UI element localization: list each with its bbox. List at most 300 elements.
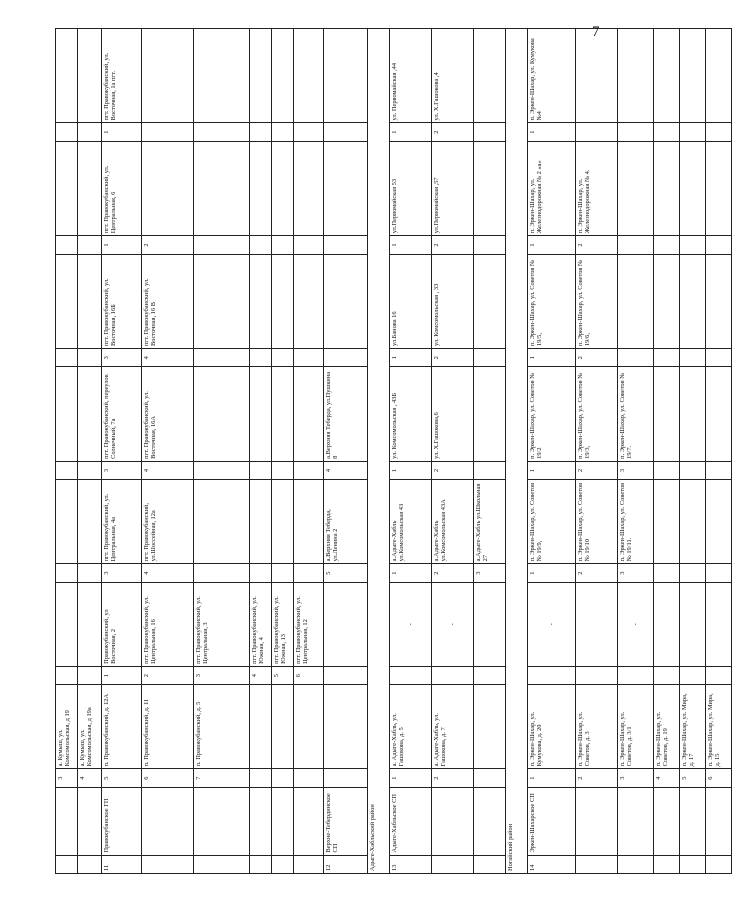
address-cell: пгт. Правокубанский, переулок Солнечный, 7а xyxy=(102,367,142,461)
address-cell xyxy=(56,480,78,564)
address-cell xyxy=(474,254,506,348)
address-cell xyxy=(654,480,680,564)
item-number-cell: 2 xyxy=(576,769,618,787)
address-cell xyxy=(680,141,706,235)
settlement-cell xyxy=(706,787,732,855)
item-number-cell: 6 xyxy=(142,769,194,787)
item-number-cell: 2 xyxy=(432,236,474,254)
address-cell xyxy=(706,141,732,235)
item-number-cell xyxy=(474,666,506,684)
item-number-cell xyxy=(706,666,732,684)
address-cell xyxy=(474,367,506,461)
address-cell: ул. Х.Гашокова ,4 xyxy=(432,29,474,123)
item-number-cell xyxy=(654,349,680,367)
item-number-cell xyxy=(78,564,102,582)
table-row xyxy=(528,29,576,874)
item-number-cell xyxy=(142,123,194,141)
item-number-cell xyxy=(680,461,706,479)
row-number-cell xyxy=(194,855,250,873)
row-number-cell: 14 xyxy=(528,855,576,873)
address-cell xyxy=(194,480,250,564)
address-cell: пгт. Правокубанский, ул. Восточная, 1а пгт. xyxy=(102,29,142,123)
address-cell xyxy=(474,141,506,235)
item-number-cell: 1 xyxy=(528,564,576,582)
address-cell xyxy=(194,254,250,348)
item-number-cell: 2 xyxy=(432,769,474,787)
address-cell: п. Эркен-Шахар, ул. Советов № 19/10 xyxy=(576,480,618,564)
address-cell xyxy=(618,254,654,348)
item-number-cell: 6 xyxy=(294,666,324,684)
address-cell: пгт. Правокубанский, ул. Центральная, 16 xyxy=(142,582,194,666)
address-cell xyxy=(680,254,706,348)
settlement-cell: Адыге-Хабльское СП xyxy=(390,787,432,855)
address-cell xyxy=(194,141,250,235)
item-number-cell xyxy=(56,349,78,367)
item-number-cell xyxy=(618,666,654,684)
item-number-cell: 3 xyxy=(102,564,142,582)
address-cell: - xyxy=(390,582,432,666)
settlement-cell xyxy=(432,787,474,855)
table-row xyxy=(474,29,506,874)
address-cell xyxy=(324,582,368,666)
item-number-cell xyxy=(294,769,324,787)
address-cell: а. Адыге-Хабль, ул. Гашокова, д. 5 xyxy=(390,685,432,769)
item-number-cell xyxy=(618,236,654,254)
address-cell xyxy=(706,367,732,461)
settlement-cell xyxy=(680,787,706,855)
address-cell xyxy=(654,29,680,123)
table-row xyxy=(618,29,654,874)
address-cell xyxy=(324,254,368,348)
item-number-cell xyxy=(78,236,102,254)
item-number-cell: 2 xyxy=(576,236,618,254)
settlement-cell xyxy=(474,787,506,855)
settlement-cell xyxy=(294,787,324,855)
item-number-cell xyxy=(474,123,506,141)
item-number-cell xyxy=(272,123,294,141)
item-number-cell: 4 xyxy=(654,769,680,787)
item-number-cell: 2 xyxy=(576,461,618,479)
address-cell xyxy=(56,141,78,235)
table-row xyxy=(680,29,706,874)
address-cell: пгт. Правокубанский, ул. Южная, 13 xyxy=(272,582,294,666)
settlement-cell xyxy=(250,787,272,855)
item-number-cell: 3 xyxy=(102,461,142,479)
item-number-cell xyxy=(618,349,654,367)
table-row xyxy=(432,29,474,874)
item-number-cell xyxy=(576,123,618,141)
address-cell: - xyxy=(432,582,474,666)
address-cell: п. Эркен-Шахар, ул. Советов № 19/7. xyxy=(618,367,654,461)
table-row xyxy=(294,29,324,874)
item-number-cell: 1 xyxy=(528,461,576,479)
row-number-cell xyxy=(142,855,194,873)
address-cell: п. Эркен-Шахар, ул. Железнодорожная № 4. xyxy=(576,141,618,235)
item-number-cell: 5 xyxy=(324,564,368,582)
item-number-cell xyxy=(250,349,272,367)
page-number: 7 xyxy=(592,24,600,40)
address-cell xyxy=(706,29,732,123)
table-row xyxy=(250,29,272,874)
item-number-cell: 3 xyxy=(194,666,250,684)
item-number-cell xyxy=(528,666,576,684)
district-row xyxy=(368,29,390,874)
table-row xyxy=(56,29,78,874)
table-row xyxy=(654,29,680,874)
item-number-cell: 5 xyxy=(680,769,706,787)
item-number-cell xyxy=(272,349,294,367)
address-cell xyxy=(680,29,706,123)
item-number-cell xyxy=(294,123,324,141)
address-cell xyxy=(654,582,680,666)
table-row xyxy=(576,29,618,874)
table-row xyxy=(706,29,732,874)
address-cell: п. Эркен-Шахар, ул. Советов № 19/11. xyxy=(618,480,654,564)
address-cell xyxy=(56,367,78,461)
item-number-cell xyxy=(324,666,368,684)
item-number-cell xyxy=(474,461,506,479)
item-number-cell: 4 xyxy=(324,461,368,479)
item-number-cell: 2 xyxy=(432,349,474,367)
address-cell xyxy=(706,254,732,348)
address-cell xyxy=(272,480,294,564)
table-body xyxy=(56,29,732,874)
item-number-cell: 1 xyxy=(390,349,432,367)
item-number-cell xyxy=(194,123,250,141)
item-number-cell: 3 xyxy=(102,349,142,367)
row-number-cell: 11 xyxy=(102,855,142,873)
item-number-cell: 1 xyxy=(102,123,142,141)
district-heading: Адыге-Хабльский район xyxy=(368,29,390,874)
address-cell xyxy=(324,685,368,769)
address-cell xyxy=(142,29,194,123)
row-number-cell: 13 xyxy=(390,855,432,873)
address-cell: п. Эркен-Шахар, ул. Кумукова №4 xyxy=(528,29,576,123)
item-number-cell xyxy=(576,666,618,684)
table-row xyxy=(78,29,102,874)
address-cell: ул. Х.Гашокова,6 xyxy=(432,367,474,461)
item-number-cell xyxy=(250,564,272,582)
address-cell: Правокубанский, ул Восточная, 2 xyxy=(102,582,142,666)
address-cell: пгт. Правокубанский, ул. Центральная, 6 xyxy=(102,141,142,235)
item-number-cell: 3 xyxy=(474,564,506,582)
row-number-cell xyxy=(78,855,102,873)
address-table xyxy=(55,28,732,874)
item-number-cell: 4 xyxy=(142,349,194,367)
settlement-cell xyxy=(272,787,294,855)
address-cell xyxy=(474,685,506,769)
settlement-cell xyxy=(78,787,102,855)
item-number-cell: 4 xyxy=(142,564,194,582)
address-cell xyxy=(272,254,294,348)
address-cell xyxy=(654,141,680,235)
settlement-cell: Верхне-Тебердинское СП xyxy=(324,787,368,855)
item-number-cell xyxy=(324,236,368,254)
address-cell: п. Эркен-Шахар, ул. Советов, д. 3/1 xyxy=(618,685,654,769)
item-number-cell xyxy=(324,769,368,787)
item-number-cell: 2 xyxy=(576,564,618,582)
address-cell: а.Верхняя Теберда, ул.Пушкина 8 xyxy=(324,367,368,461)
item-number-cell xyxy=(194,349,250,367)
address-cell: п. Правокубанский, д. 12А xyxy=(102,685,142,769)
address-cell xyxy=(250,254,272,348)
item-number-cell xyxy=(78,349,102,367)
item-number-cell: 3 xyxy=(56,769,78,787)
row-number-cell xyxy=(618,855,654,873)
table-row xyxy=(272,29,294,874)
address-cell xyxy=(294,367,324,461)
row-number-cell xyxy=(56,855,78,873)
address-cell xyxy=(56,254,78,348)
item-number-cell xyxy=(654,666,680,684)
address-cell xyxy=(294,254,324,348)
district-heading: Ногайский район xyxy=(506,29,528,874)
address-cell xyxy=(250,141,272,235)
address-cell xyxy=(272,29,294,123)
address-cell: - xyxy=(618,582,654,666)
item-number-cell xyxy=(250,236,272,254)
item-number-cell xyxy=(250,461,272,479)
item-number-cell: 1 xyxy=(390,123,432,141)
address-cell: пгт. Правокубанский, ул.Шоссейная, 12а xyxy=(142,480,194,564)
address-cell xyxy=(142,141,194,235)
item-number-cell: 2 xyxy=(576,349,618,367)
address-cell: п. Эркен-Шахар, ул. Мира, д. 17 xyxy=(680,685,706,769)
item-number-cell: 3 xyxy=(618,769,654,787)
address-cell xyxy=(576,582,618,666)
address-cell: пгт. Правокубанский, ул. Южная, 4 xyxy=(250,582,272,666)
item-number-cell: 1 xyxy=(102,236,142,254)
item-number-cell xyxy=(56,123,78,141)
address-cell: ул.Банова 16 xyxy=(390,254,432,348)
address-cell: пгт. Правокубанский, ул. Центральная, 12 xyxy=(294,582,324,666)
item-number-cell xyxy=(250,769,272,787)
item-number-cell xyxy=(294,461,324,479)
district-row xyxy=(506,29,528,874)
address-cell xyxy=(250,29,272,123)
item-number-cell xyxy=(654,236,680,254)
item-number-cell: 2 xyxy=(432,461,474,479)
item-number-cell xyxy=(78,461,102,479)
address-cell: пгт. Правокубанский, ул. Восточная, 16Б xyxy=(102,254,142,348)
address-cell xyxy=(294,480,324,564)
row-number-cell xyxy=(272,855,294,873)
address-cell: а. Адыге-Хабль, ул. Гашокова, д. 7 xyxy=(432,685,474,769)
item-number-cell xyxy=(324,123,368,141)
item-number-cell xyxy=(294,564,324,582)
address-cell: а.Адыге-Хабль ул.Комсомольская 43А xyxy=(432,480,474,564)
item-number-cell xyxy=(474,349,506,367)
item-number-cell xyxy=(706,564,732,582)
address-cell: ул. Первомайская ,44 xyxy=(390,29,432,123)
item-number-cell xyxy=(272,564,294,582)
settlement-cell xyxy=(56,787,78,855)
row-number-cell xyxy=(432,855,474,873)
item-number-cell: 4 xyxy=(78,769,102,787)
address-cell: п. Правокубанский, д. 11 xyxy=(142,685,194,769)
address-cell xyxy=(250,480,272,564)
rotated-table-container xyxy=(55,28,722,874)
item-number-cell xyxy=(272,461,294,479)
item-number-cell xyxy=(680,564,706,582)
address-cell xyxy=(56,29,78,123)
settlement-cell xyxy=(618,787,654,855)
item-number-cell xyxy=(250,123,272,141)
item-number-cell xyxy=(680,349,706,367)
row-number-cell xyxy=(576,855,618,873)
item-number-cell xyxy=(432,666,474,684)
address-cell xyxy=(474,582,506,666)
address-cell: - xyxy=(528,582,576,666)
address-cell xyxy=(294,29,324,123)
address-cell: ул.Первомайская 53 xyxy=(390,141,432,235)
address-cell xyxy=(706,480,732,564)
address-cell xyxy=(294,685,324,769)
item-number-cell: 7 xyxy=(194,769,250,787)
item-number-cell: 1 xyxy=(528,349,576,367)
table-row xyxy=(194,29,250,874)
address-cell xyxy=(194,367,250,461)
address-cell xyxy=(78,480,102,564)
address-cell xyxy=(324,29,368,123)
row-number-cell xyxy=(706,855,732,873)
item-number-cell: 1 xyxy=(390,236,432,254)
address-cell: а.Адыге-Хабль ул.Комсомольская 43 xyxy=(390,480,432,564)
address-cell xyxy=(272,685,294,769)
item-number-cell xyxy=(706,461,732,479)
item-number-cell: 3 xyxy=(618,564,654,582)
settlement-cell xyxy=(194,787,250,855)
address-cell: а.Адыге-Хабль ул.Школьная 27 xyxy=(474,480,506,564)
settlement-cell: Эркен-Шахарское СП xyxy=(528,787,576,855)
address-cell xyxy=(654,254,680,348)
address-cell xyxy=(194,29,250,123)
item-number-cell: 1 xyxy=(390,461,432,479)
item-number-cell xyxy=(474,236,506,254)
address-cell: ул. Комсомольская , 43Б xyxy=(390,367,432,461)
item-number-cell: 5 xyxy=(272,666,294,684)
address-cell xyxy=(680,367,706,461)
address-cell: п. Эркен-Шахар, ул. Железнодорожная № 2 «а» xyxy=(528,141,576,235)
item-number-cell xyxy=(56,461,78,479)
item-number-cell xyxy=(390,666,432,684)
address-cell xyxy=(78,582,102,666)
item-number-cell xyxy=(78,123,102,141)
item-number-cell xyxy=(272,769,294,787)
item-number-cell xyxy=(56,666,78,684)
settlement-cell xyxy=(654,787,680,855)
item-number-cell: 2 xyxy=(432,564,474,582)
address-cell: п. Эркен-Шахар, ул. Кумукова, д. 20 xyxy=(528,685,576,769)
address-cell: а. Кумыш, ул. Комсомольская, д 19а xyxy=(78,685,102,769)
item-number-cell xyxy=(194,236,250,254)
item-number-cell: 2 xyxy=(142,666,194,684)
row-number-cell xyxy=(474,855,506,873)
address-cell xyxy=(706,582,732,666)
row-number-cell xyxy=(654,855,680,873)
address-cell xyxy=(78,29,102,123)
table-row xyxy=(142,29,194,874)
table-row xyxy=(102,29,142,874)
address-cell: пгт. Правокубанский, ул. Восточная, 16А xyxy=(142,367,194,461)
address-cell: ул.Первомайская ,57 xyxy=(432,141,474,235)
item-number-cell xyxy=(618,123,654,141)
address-cell xyxy=(294,141,324,235)
settlement-cell xyxy=(142,787,194,855)
address-cell: п. Эркен-Шахар, ул. Советов № 19/9, xyxy=(528,480,576,564)
address-cell: п. Эркен-Шахар, ул. Советов, д. 3 xyxy=(576,685,618,769)
row-number-cell xyxy=(294,855,324,873)
address-cell xyxy=(272,141,294,235)
address-cell: ул. Комсомольская , 33 xyxy=(432,254,474,348)
address-cell xyxy=(324,141,368,235)
address-cell: а. Кумыш, ул. Комсомольская, д 19 xyxy=(56,685,78,769)
row-number-cell xyxy=(680,855,706,873)
address-cell: п. Эркен-Шахар, ул. Советов № 19/6, xyxy=(576,254,618,348)
address-cell: п. Эркен-Шахар, ул. Советов, д. 19 xyxy=(654,685,680,769)
item-number-cell: 1 xyxy=(390,564,432,582)
address-cell: п. Правокубанский, д. 5 xyxy=(194,685,250,769)
table-row xyxy=(390,29,432,874)
item-number-cell xyxy=(294,349,324,367)
address-cell xyxy=(250,685,272,769)
address-cell: пгт. Правокубанский, ул. Восточная, 16 В xyxy=(142,254,194,348)
item-number-cell xyxy=(680,666,706,684)
item-number-cell: 6 xyxy=(706,769,732,787)
address-cell xyxy=(272,367,294,461)
item-number-cell xyxy=(680,123,706,141)
item-number-cell xyxy=(194,564,250,582)
item-number-cell xyxy=(654,123,680,141)
item-number-cell: 1 xyxy=(528,123,576,141)
item-number-cell xyxy=(706,236,732,254)
settlement-cell: Правокубанское ГП xyxy=(102,787,142,855)
item-number-cell xyxy=(56,236,78,254)
item-number-cell xyxy=(706,349,732,367)
item-number-cell xyxy=(324,349,368,367)
address-cell xyxy=(474,29,506,123)
item-number-cell: 3 xyxy=(618,461,654,479)
item-number-cell: 4 xyxy=(142,461,194,479)
address-cell: п. Эркен-Шахар, ул. Советов № 19/3, xyxy=(576,367,618,461)
address-cell: а.Верхняя Теберда, ул.Ленина 2 xyxy=(324,480,368,564)
address-cell xyxy=(576,29,618,123)
item-number-cell: 1 xyxy=(528,769,576,787)
item-number-cell xyxy=(654,564,680,582)
address-cell xyxy=(78,141,102,235)
address-cell xyxy=(56,582,78,666)
address-cell xyxy=(680,480,706,564)
address-cell: пгт. Правокубанский, ул. Центральная, 3 xyxy=(194,582,250,666)
settlement-cell xyxy=(576,787,618,855)
address-cell xyxy=(78,367,102,461)
address-cell: п. Эркен-Шахар, ул. Советов № 19/5, xyxy=(528,254,576,348)
address-cell xyxy=(618,29,654,123)
item-number-cell xyxy=(56,564,78,582)
item-number-cell: 1 xyxy=(102,666,142,684)
item-number-cell xyxy=(294,236,324,254)
row-number-cell xyxy=(250,855,272,873)
table-row xyxy=(324,29,368,874)
item-number-cell: 5 xyxy=(102,769,142,787)
item-number-cell xyxy=(78,666,102,684)
address-cell xyxy=(618,141,654,235)
item-number-cell xyxy=(474,769,506,787)
item-number-cell: 1 xyxy=(528,236,576,254)
item-number-cell xyxy=(272,236,294,254)
item-number-cell: 2 xyxy=(432,123,474,141)
row-number-cell: 12 xyxy=(324,855,368,873)
